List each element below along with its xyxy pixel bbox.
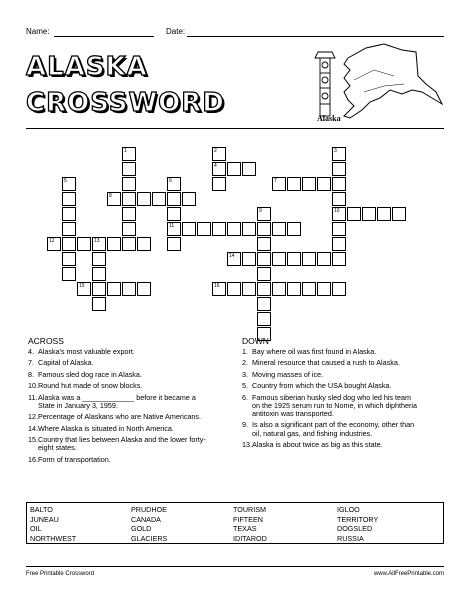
crossword-cell[interactable] [92,237,106,251]
crossword-cell[interactable] [122,192,136,206]
crossword-cell[interactable] [167,192,181,206]
word-bank-item: GLACIERS [131,533,168,543]
crossword-cell[interactable] [122,147,136,161]
clue-number: 8. [28,369,34,379]
crossword-cell[interactable] [212,162,226,176]
crossword-cell[interactable] [332,222,346,236]
crossword-cell[interactable] [257,267,271,281]
clue-number: 14. [28,423,38,433]
down-heading: DOWN [242,336,269,346]
clue-number: 12. [28,412,38,422]
across-clue [28,382,213,390]
clue-number: 6 [169,178,172,184]
crossword-cell[interactable] [107,282,121,296]
crossword-cell[interactable] [62,177,76,191]
crossword-cell[interactable] [257,297,271,311]
clue-number: 7. [28,358,34,368]
clue-number: 1. [242,347,248,356]
clue-number: 16. [28,454,38,464]
crossword-cell[interactable] [137,192,151,206]
crossword-cell[interactable] [137,237,151,251]
date-label: Date: [166,27,186,36]
crossword-cell[interactable] [167,222,181,236]
title-alaska: ALASKA [26,52,148,82]
crossword-cell[interactable] [62,192,76,206]
clue-number: 5 [64,178,67,184]
clue-number: 15. [28,434,38,444]
across-clue-list [28,348,213,467]
name-label: Name: [26,27,50,36]
crossword-cell[interactable] [332,207,346,221]
word-bank-item: CANADA [131,514,161,524]
clue-number: 4 [214,163,217,169]
down-clue [242,371,420,379]
crossword-cell[interactable] [212,147,226,161]
crossword-cell[interactable] [77,237,91,251]
title-crossword: CROSSWORD [26,88,225,118]
clue-number: 2. [242,358,248,368]
down-clue [242,348,420,356]
clue-number: 1 [124,148,127,154]
crossword-cell[interactable] [47,237,61,251]
clue-number: 15 [79,283,85,289]
crossword-cell[interactable] [227,252,241,266]
word-bank-item: DOGSLED [337,524,373,533]
crossword-cell[interactable] [122,222,136,236]
crossword-cell[interactable] [332,252,346,266]
crossword-cell[interactable] [287,222,301,236]
word-bank-item: IDITAROD [233,533,267,543]
crossword-cell[interactable] [317,177,331,191]
crossword-cell[interactable] [272,252,286,266]
crossword-cell[interactable] [122,282,136,296]
crossword-cell[interactable] [197,222,211,236]
crossword-cell[interactable] [332,192,346,206]
crossword-cell[interactable] [62,237,76,251]
crossword-cell[interactable] [62,267,76,281]
word-bank-item: TOURISM [233,505,267,514]
clue-text: Capital of Alaska. [38,358,94,368]
crossword-cell[interactable] [227,162,241,176]
clue-number: 9. [242,420,248,430]
footer-right[interactable]: www.AllFreePrintable.com [373,571,444,577]
crossword-cell[interactable] [332,282,346,296]
clue-number: 3 [334,148,337,154]
crossword-cell[interactable] [152,192,166,206]
across-clue [28,348,213,356]
clue-text: Moving masses of ice. [252,369,324,379]
crossword-cell[interactable] [107,192,121,206]
clue-number: 11. [28,392,38,402]
across-heading: ACROSS [28,336,64,346]
crossword-cell[interactable] [77,282,91,296]
across-clue [28,359,213,367]
clue-text: Alaska is about twice as big as this state. [252,439,383,449]
crossword-cell[interactable] [347,207,361,221]
crossword-cell[interactable] [257,252,271,266]
clue-number: 2 [214,148,217,154]
clue-number: 8 [109,193,112,199]
crossword-cell[interactable] [272,177,286,191]
word-bank-item: BALTO [30,505,53,514]
down-clue [242,441,420,449]
crossword-cell[interactable] [227,282,241,296]
crossword-cell[interactable] [242,282,256,296]
crossword-cell[interactable] [167,177,181,191]
clue-number: 11 [169,223,175,229]
crossword-cell[interactable] [122,207,136,221]
clue-number: 10 [334,208,340,214]
clue-number: 4. [28,347,34,356]
crossword-cell[interactable] [317,252,331,266]
crossword-cell[interactable] [242,162,256,176]
crossword-cell[interactable] [287,282,301,296]
down-clue [242,382,420,390]
clue-text: Bay where oil was first found in Alaska. [252,347,377,356]
crossword-cell[interactable] [332,147,346,161]
clue-number: 7 [274,178,277,184]
clue-number: 6. [242,392,248,402]
word-bank-item: PRUDHOE [131,505,167,514]
crossword-cell[interactable] [62,252,76,266]
clue-text: Where Alaska is situated in North America. [38,423,174,433]
clue-text: Mineral resource that caused a rush to Alaska. [252,358,400,368]
crossword-cell[interactable] [287,252,301,266]
crossword-cell[interactable] [332,177,346,191]
crossword-cell[interactable] [392,207,406,221]
word-bank-item: TERRITORY [337,514,379,524]
across-clue [28,425,213,433]
clue-text: Famous siberian husky sled dog who led his team on the 1925 serum run to Nome, in which diphtheria antitoxin was transported. [252,392,418,418]
crossword-cell[interactable] [332,162,346,176]
crossword-cell[interactable] [377,207,391,221]
word-bank-item: TEXAS [233,524,257,533]
across-clue [28,436,213,452]
crossword-cell[interactable] [182,222,196,236]
crossword-cell[interactable] [302,282,316,296]
across-clue [28,371,213,379]
crossword-cell[interactable] [212,177,226,191]
down-clue [242,421,420,437]
crossword-cell[interactable] [167,207,181,221]
crossword-cell[interactable] [242,252,256,266]
clue-number: 16 [214,283,220,289]
crossword-cell[interactable] [302,177,316,191]
crossword-cell[interactable] [287,177,301,191]
word-bank-item: RUSSIA [337,533,364,543]
footer-divider [26,566,444,567]
crossword-cell[interactable] [212,282,226,296]
crossword-cell[interactable] [242,222,256,236]
clue-number: 13 [94,238,100,244]
crossword-cell[interactable] [257,222,271,236]
clue-number: 12 [49,238,55,244]
crossword-cell[interactable] [212,222,226,236]
crossword-cell[interactable] [122,237,136,251]
crossword-cell[interactable] [257,207,271,221]
crossword-cell[interactable] [317,282,331,296]
crossword-cell[interactable] [92,252,106,266]
down-clue-list [242,348,420,452]
crossword-cell[interactable] [122,177,136,191]
word-bank-item: NORTHWEST [30,533,77,543]
across-clue [28,394,213,410]
clue-number: 5. [242,381,248,391]
clue-text: Country that lies between Alaska and the lower forty-eight states. [38,434,206,453]
down-clue [242,359,420,367]
crossword-cell[interactable] [362,207,376,221]
crossword-cell[interactable] [257,312,271,326]
crossword-cell[interactable] [62,222,76,236]
crossword-cell[interactable] [257,237,271,251]
crossword-cell[interactable] [62,207,76,221]
word-bank [26,502,444,544]
clue-text: Alaska was a _____________ before it became a State in January 3, 1959. [38,392,196,410]
crossword-cell[interactable] [182,192,196,206]
clue-text: Alaska's most valuable export. [38,347,135,356]
crossword-cell[interactable] [137,282,151,296]
crossword-cell[interactable] [272,222,286,236]
clue-text: Form of transportation. [38,454,111,464]
crossword-cell[interactable] [302,252,316,266]
across-clue [28,413,213,421]
word-bank-item: FIFTEEN [233,514,263,524]
crossword-cell[interactable] [92,297,106,311]
clue-number: 13. [242,439,252,449]
clue-text: Famous sled dog race in Alaska. [38,369,142,379]
crossword-cell[interactable] [92,267,106,281]
map-caption: Alaska [317,114,341,123]
across-clue [28,456,213,464]
clue-number: 3. [242,369,248,379]
crossword-cell[interactable] [257,282,271,296]
clue-number: 10. [28,381,38,391]
crossword-cell[interactable] [167,237,181,251]
crossword-cell[interactable] [272,282,286,296]
clue-number: 14 [229,253,235,259]
crossword-cell[interactable] [92,282,106,296]
crossword-cell[interactable] [122,162,136,176]
clue-text: Is also a significant part of the economy, other than oil, natural gas, and fishing industries. [252,420,415,438]
crossword-cell[interactable] [332,237,346,251]
word-bank-item: GOLD [131,524,152,533]
clue-text: Percentage of Alaskans who are Native Americans. [38,412,202,422]
clue-text: Round hut made of snow blocks. [38,381,143,391]
word-bank-item: JUNEAU [30,514,59,524]
clue-number: 9 [259,208,262,214]
word-bank-item: OIL [30,524,42,533]
clue-text: Country from which the USA bought Alaska. [252,381,392,391]
word-bank-item: IGLOO [337,505,360,514]
crossword-cell[interactable] [227,222,241,236]
down-clue [242,394,420,419]
crossword-cell[interactable] [107,237,121,251]
footer-left: Free Printable Crossword [26,571,95,577]
